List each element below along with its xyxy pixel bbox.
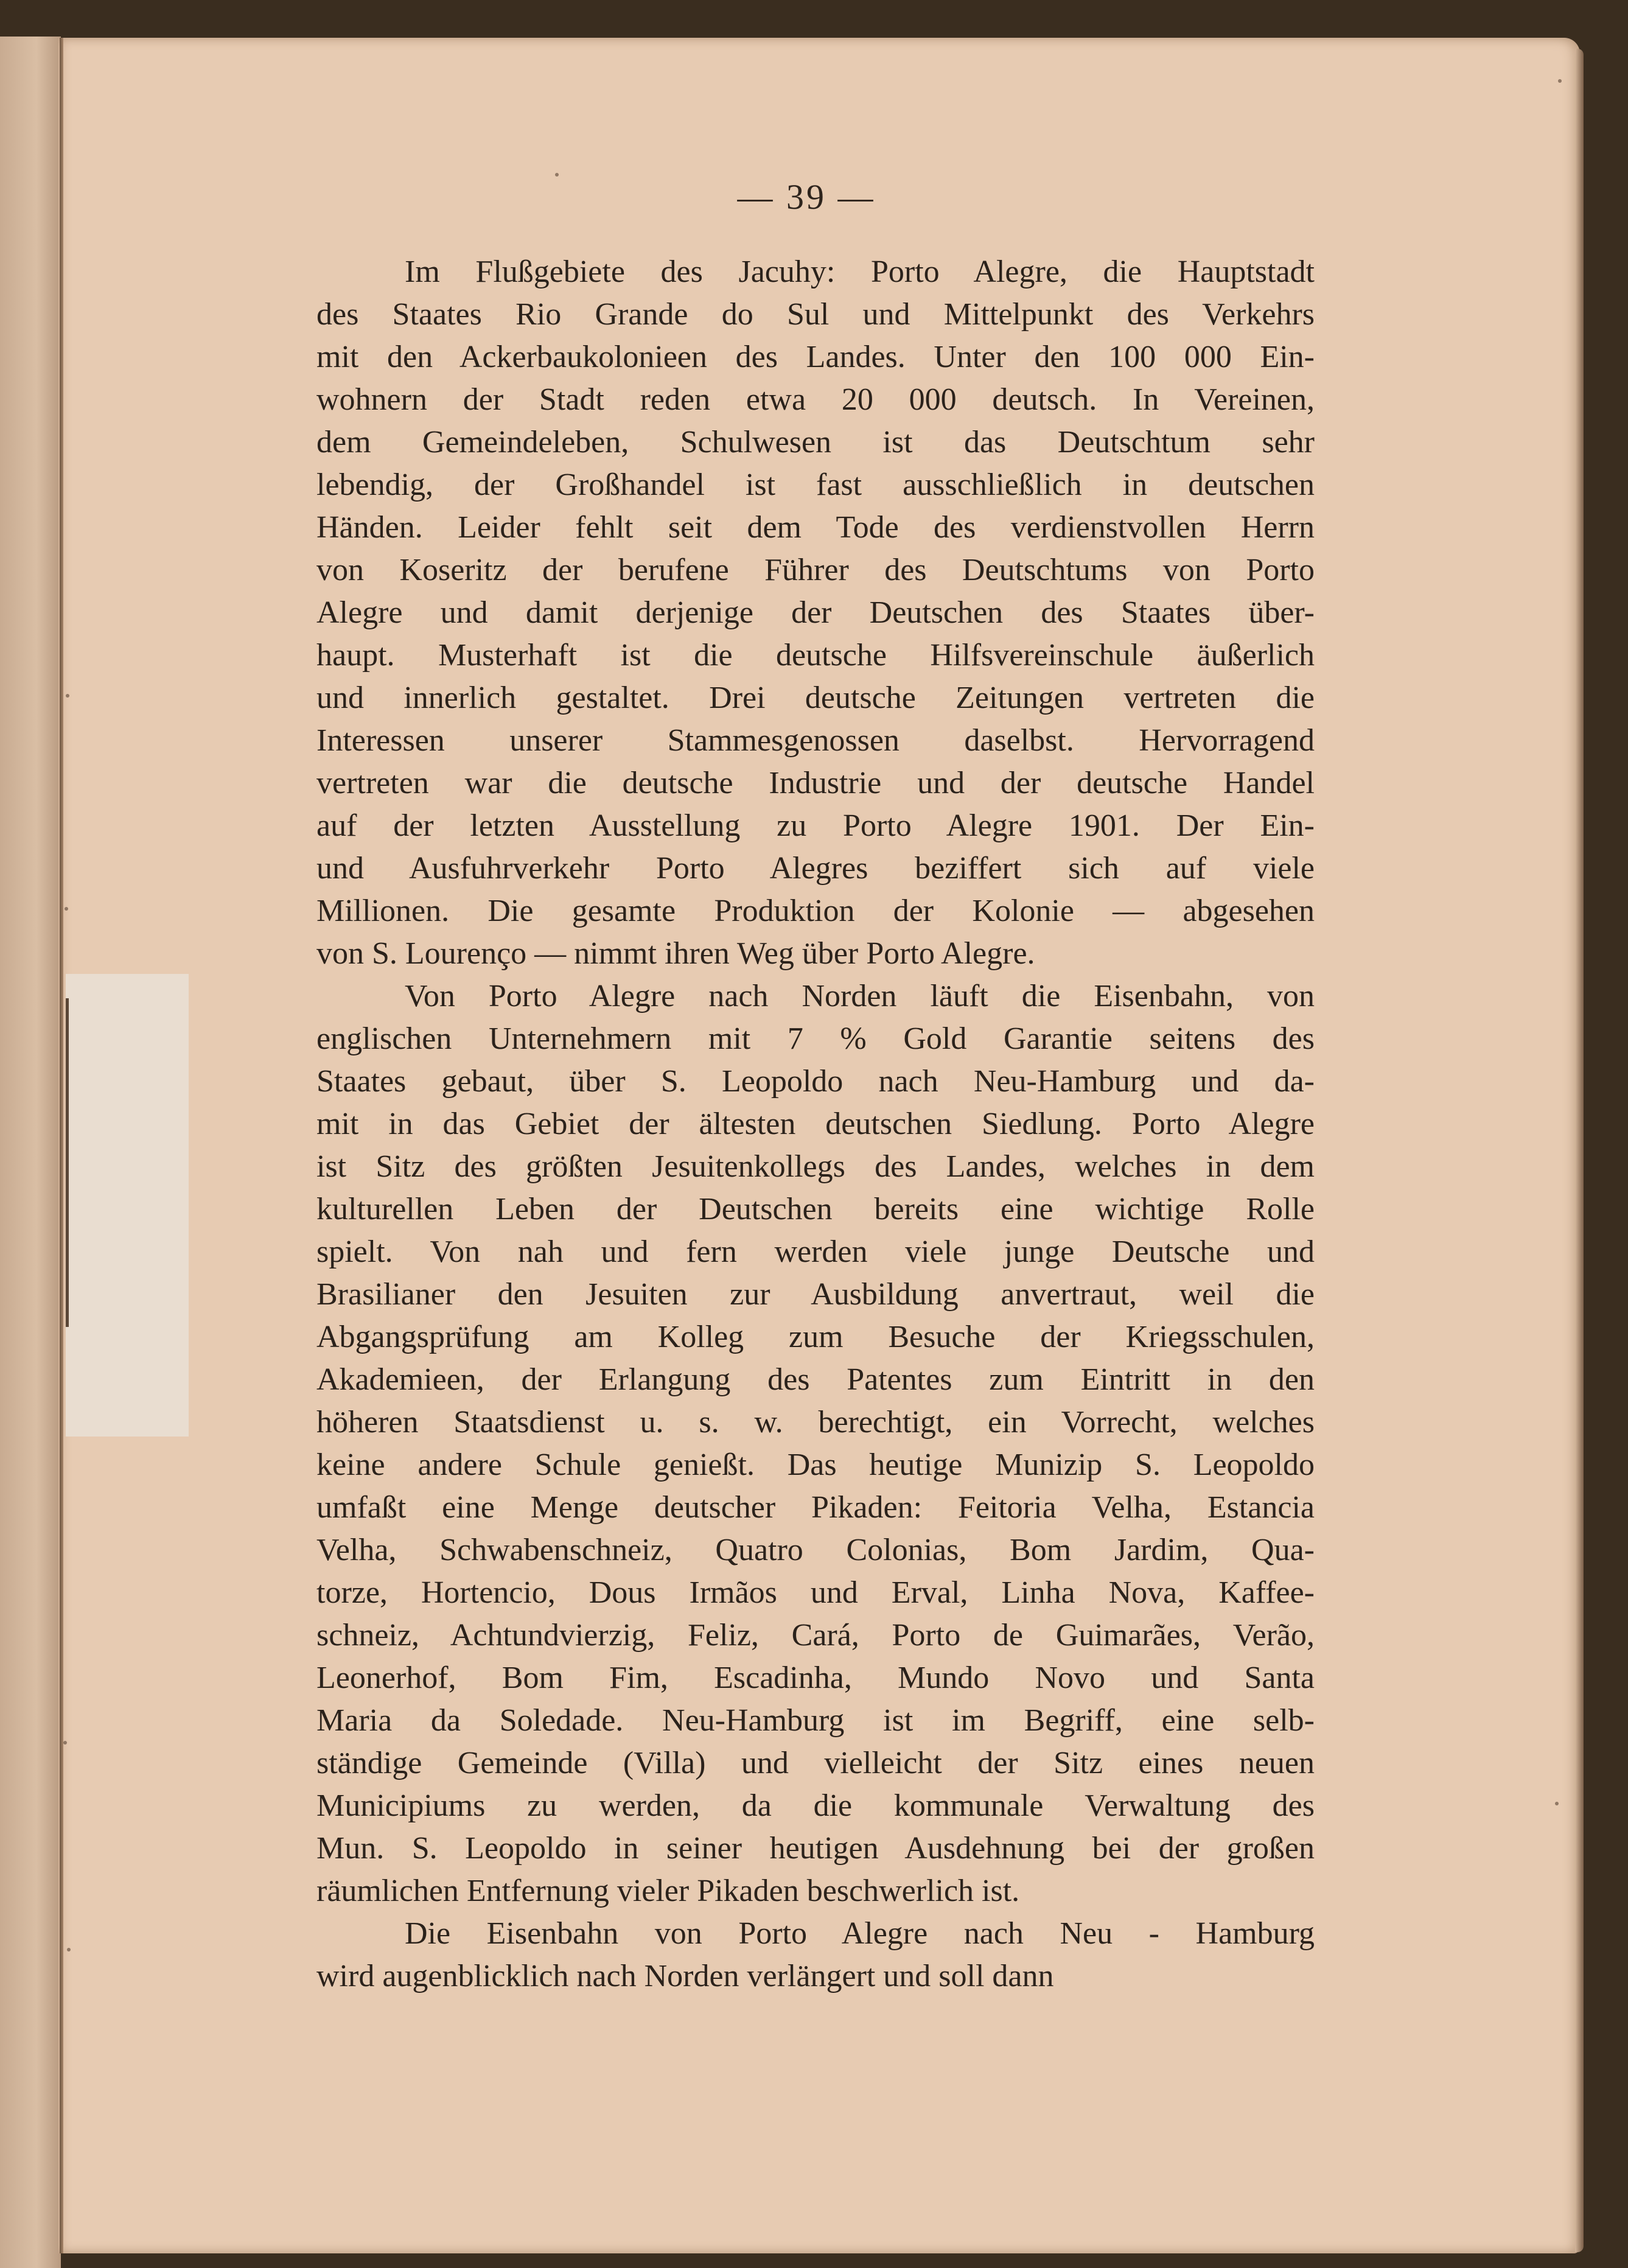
text-line: mit den Ackerbaukolonieen des Landes. Unter den 100 000 Ein-: [316, 340, 1315, 374]
text-line: räumlichen Entfernung vieler Pikaden beschwerlich ist.: [316, 1874, 1020, 1908]
text-line: Municipiums zu werden, da die kommunale Verwaltung des: [316, 1788, 1315, 1823]
text-line: umfaßt eine Menge deutscher Pikaden: Feitoria Velha, Estancia: [316, 1490, 1315, 1525]
page-body-text: [316, 251, 1315, 1998]
text-line: und innerlich gestaltet. Drei deutsche Zeitungen vertreten die: [316, 681, 1315, 715]
page-right-edge: [1575, 49, 1584, 2252]
text-line: vertreten war die deutsche Industrie und der deutsche Handel: [316, 766, 1315, 800]
text-line: Akademieen, der Erlangung des Patentes zum Eintritt in den: [316, 1362, 1315, 1397]
text-line: dem Gemeindeleben, Schulwesen ist das Deutschtum sehr: [316, 425, 1315, 460]
text-line: schneiz, Achtundvierzig, Feliz, Cará, Porto de Guimarães, Verão,: [316, 1618, 1315, 1653]
text-line: Maria da Soledade. Neu-Hamburg ist im Begriff, eine selb-: [316, 1703, 1315, 1738]
text-line: torze, Hortencio, Dous Irmãos und Erval, Linha Nova, Kaffee-: [316, 1575, 1315, 1610]
paragraph: [316, 975, 1315, 1913]
text-line: Velha, Schwabenschneiz, Quatro Colonias, Bom Jardim, Qua-: [316, 1533, 1315, 1567]
text-line: des Staates Rio Grande do Sul und Mittelpunkt des Verkehrs: [316, 297, 1315, 332]
bleed-mark: [66, 998, 69, 1327]
text-line: Händen. Leider fehlt seit dem Tode des verdienstvollen Herrn: [316, 510, 1315, 545]
text-line: lebendig, der Großhandel ist fast ausschließlich in deutschen: [316, 467, 1315, 502]
text-line: Interessen unserer Stammesgenossen daselbst. Hervorragend: [316, 723, 1315, 758]
paragraph: [316, 251, 1315, 975]
text-line: mit in das Gebiet der ältesten deutschen Siedlung. Porto Alegre: [316, 1107, 1315, 1141]
text-line: Von Porto Alegre nach Norden läuft die Eisenbahn, von: [405, 979, 1315, 1013]
text-line: ist Sitz des größten Jesuitenkollegs des Landes, welches in dem: [316, 1149, 1315, 1184]
text-line: kulturellen Leben der Deutschen bereits eine wichtige Rolle: [316, 1192, 1315, 1227]
text-line: wohnern der Stadt reden etwa 20 000 deutsch. In Vereinen,: [316, 382, 1315, 417]
text-line: von S. Lourenço — nimmt ihren Weg über Porto Alegre.: [316, 936, 1035, 971]
page-gutter: [60, 38, 63, 2253]
text-line: höheren Staatsdienst u. s. w. berechtigt, ein Vorrecht, welches: [316, 1405, 1315, 1440]
paper-bleed-strip: [66, 974, 189, 1437]
text-line: haupt. Musterhaft ist die deutsche Hilfsvereinschule äußerlich: [316, 638, 1315, 673]
text-line: von Koseritz der berufene Führer des Deutschtums von Porto: [316, 553, 1315, 587]
text-line: Abgangsprüfung am Kolleg zum Besuche der Kriegsschulen,: [316, 1320, 1315, 1354]
text-line: spielt. Von nah und fern werden viele junge Deutsche und: [316, 1234, 1315, 1269]
page-number: — 39 —: [737, 177, 876, 217]
text-line: Leonerhof, Bom Fim, Escadinha, Mundo Novo und Santa: [316, 1661, 1315, 1695]
text-line: wird augenblicklich nach Norden verlängert und soll dann: [316, 1959, 1054, 1993]
text-line: Im Flußgebiete des Jacuhy: Porto Alegre, die Hauptstadt: [405, 254, 1315, 289]
text-line: Brasilianer den Jesuiten zur Ausbildung anvertraut, weil die: [316, 1277, 1315, 1312]
paragraph: [316, 1913, 1315, 1998]
text-line: keine andere Schule genießt. Das heutige Munizip S. Leopoldo: [316, 1447, 1315, 1482]
text-line: englischen Unternehmern mit 7 % Gold Garantie seitens des: [316, 1021, 1315, 1056]
text-line: Die Eisenbahn von Porto Alegre nach Neu - Hamburg: [405, 1916, 1315, 1951]
text-line: Mun. S. Leopoldo in seiner heutigen Ausdehnung bei der großen: [316, 1831, 1315, 1866]
text-line: und Ausfuhrverkehr Porto Alegres beziffert sich auf viele: [316, 851, 1315, 886]
text-line: auf der letzten Ausstellung zu Porto Alegre 1901. Der Ein-: [316, 808, 1315, 843]
text-line: Millionen. Die gesamte Produktion der Kolonie — abgesehen: [316, 894, 1315, 928]
text-line: ständige Gemeinde (Villa) und vielleicht der Sitz eines neuen: [316, 1746, 1315, 1780]
text-line: Alegre und damit derjenige der Deutschen des Staates über-: [316, 595, 1315, 630]
left-page-edge: [0, 37, 61, 2268]
text-line: Staates gebaut, über S. Leopoldo nach Neu-Hamburg und da-: [316, 1064, 1315, 1099]
